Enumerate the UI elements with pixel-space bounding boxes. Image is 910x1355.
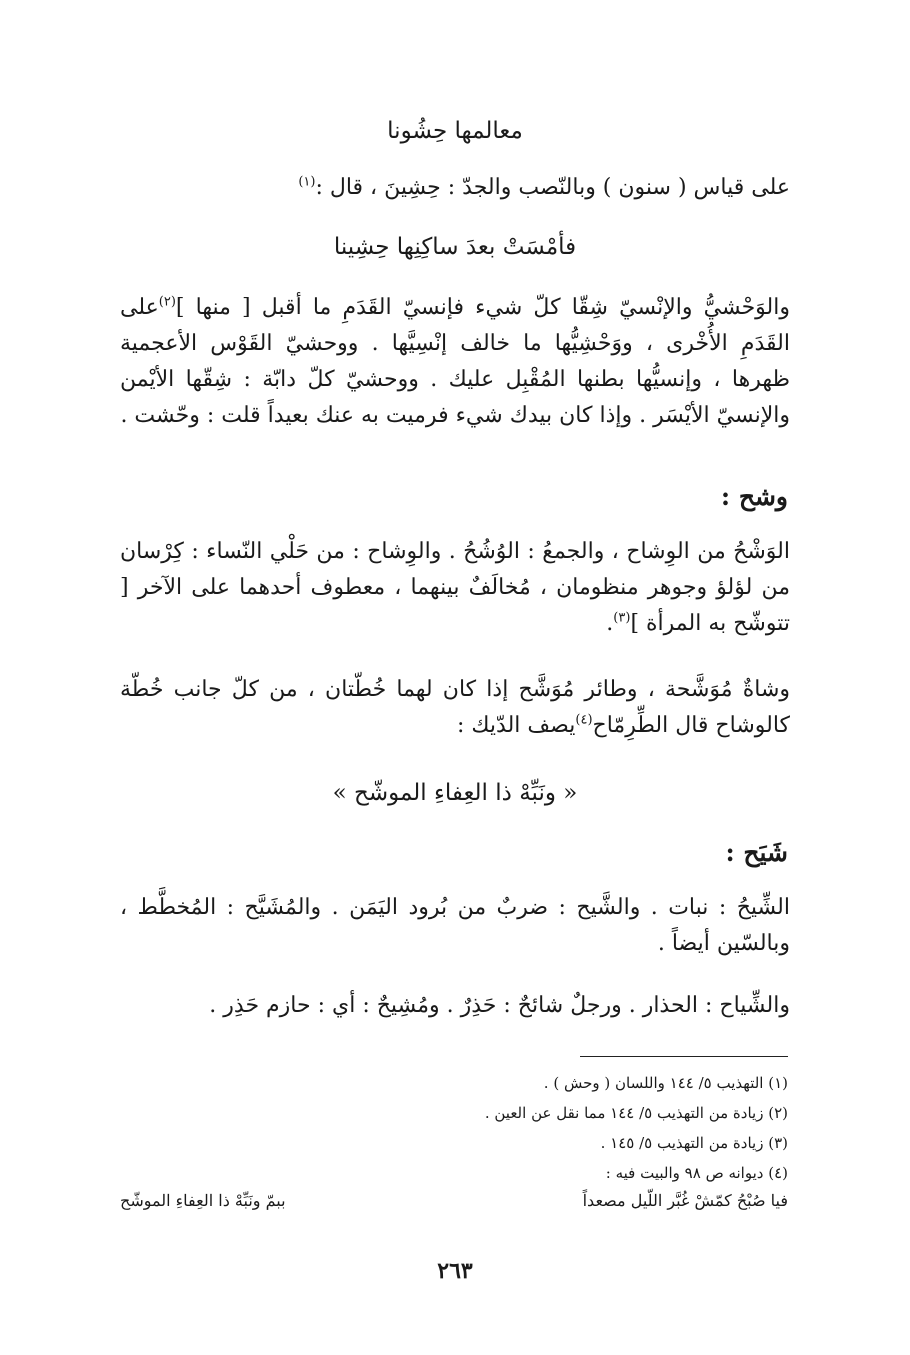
footnote-divider — [580, 1056, 788, 1057]
footnote-4: (٤) ديوانه ص ٩٨ والبيت فيه : — [605, 1164, 788, 1182]
paragraph-wahshi-part2: على القَدَمِ الأُخْرى ، ووَحْشِيُّها ما خالف إنْسِيَّها . ووحشيّ القَوْس الأعجمية ظهرها ، وإنسيُّها بطنها المُقْبِل عليك . ووحشيّ كلّ دابّة : شِقّها الأيْمن والإنسيّ الأيْسَر . وإذا كان بيدك شيء فرميت به عنك بعيداً قلت : وحّشت . — [120, 295, 790, 428]
entry-heading-wisha: وشح : — [720, 482, 788, 511]
footnote-ref-2: (٢) — [158, 294, 176, 310]
paragraph-shat-part1: وشاةٌ مُوَشَّحة ، وطائر مُوَشَّح إذا كان لهما خُطّتان ، من كلّ جانب خُطّة كالوشاح قال الطِّرِمّاح — [120, 677, 790, 738]
footnote-verse-second-hemistich: ببمّ ونَبِّهْ ذا العِفاءِ الموشّح — [120, 1191, 286, 1210]
paragraph-shih: الشِّيحُ : نبات . والشَّيح : ضربٌ من بُرود اليَمَن . والمُشَيَّح : المُخطَّط ، وبالسّين أيضاً . — [120, 895, 790, 956]
paragraph-shiyah: والشِّياح : الحذار . ورجلٌ شائحٌ : حَذِرٌ . ومُشِيحٌ : أي : حازم حَذِر . — [209, 993, 790, 1018]
footnote-3: (٣) زيادة من التهذيب ٥/ ١٤٥ . — [600, 1134, 788, 1152]
footnote-2: (٢) زيادة من التهذيب ٥/ ١٤٤ مما نقل عن العين . — [484, 1104, 788, 1122]
paragraph-wishah — [120, 534, 790, 642]
footnote-ref-1: (١) — [298, 174, 316, 190]
paragraph-wishah-end: . — [606, 611, 614, 636]
footnote-ref-4: (٤) — [575, 712, 593, 728]
paragraph-shat — [120, 672, 790, 744]
verse-line-top: معالمها حِشُونا — [387, 118, 523, 144]
paragraph-shat-part2: يصف الدّيك : — [456, 713, 576, 738]
entry-heading-shayh: شَيَح : — [725, 838, 788, 867]
text-sinun: على قياس ( سنون ) وبالنّصب والجدّ : حِشِينَ ، قال : — [315, 175, 790, 200]
footnote-verse-first-hemistich: فيا صُبْحُ كمّشْ غُبَّر اللّيل مصعداً — [582, 1191, 788, 1210]
paragraph-wishah-text: الوَشْحُ من الوِشاح ، والجمعُ : الوُشُحُ . والوِشاح : من حَلْي النّساء : كِرْسان من لؤلؤ وجوهر منظومان ، مُخالَفٌ بينهما ، معطوف أحدهما على الآخر [ تتوشّح به المرأة ] — [120, 539, 790, 636]
paragraph-wahshi-part1: والوَحْشيُّ والإنْسيّ شِقّا كلّ شيء فإنسيّ القَدَمِ ما أقبل [ منها ] — [175, 295, 790, 320]
text-line-sinun — [120, 170, 790, 206]
quoted-verse: « ونَبِّهْ ذا العِفاءِ الموشّح » — [332, 780, 578, 806]
page-number: ٢٦٣ — [437, 1258, 473, 1284]
paragraph-wahshi — [120, 290, 790, 434]
footnote-ref-3: (٣) — [613, 610, 631, 626]
footnote-1: (١) التهذيب ٥/ ١٤٤ واللسان ( وحش ) . — [543, 1074, 788, 1092]
verse-line-2: فأمْسَتْ بعدَ ساكِنِها حِشِينا — [333, 234, 577, 260]
footnote-verse — [120, 1190, 788, 1212]
